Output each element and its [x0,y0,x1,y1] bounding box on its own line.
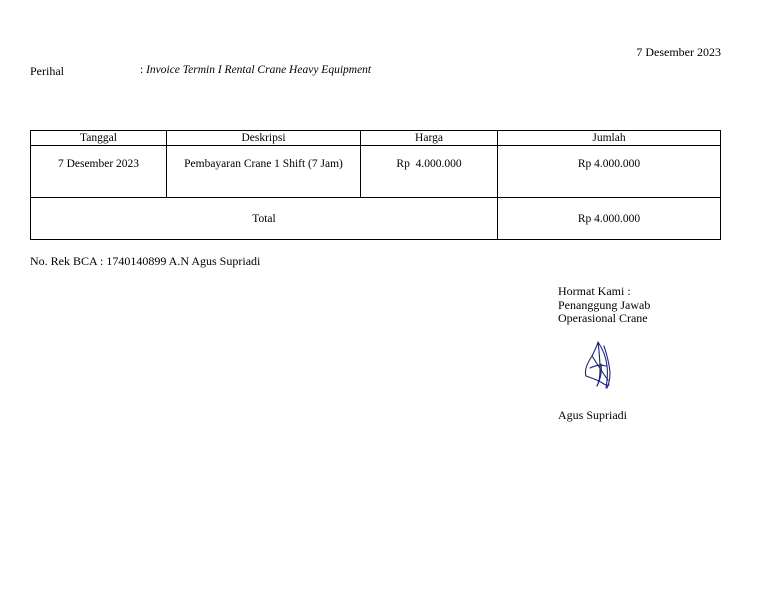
subject-label: Perihal [30,64,64,78]
document-date: 7 Desember 2023 [636,45,721,59]
subject-separator: : [140,64,147,76]
closing-role: Penanggung Jawab [558,297,651,312]
header-harga: Harga [361,131,498,146]
cell-jumlah: Rp 4.000.000 [498,146,721,198]
table-row [31,146,721,198]
closing-block [558,285,650,326]
total-value: Rp 4.000.000 [498,198,721,240]
header-jumlah: Jumlah [498,131,721,146]
invoice-table [30,130,721,240]
subject-line [140,64,371,76]
header-deskripsi: Deskripsi [167,131,361,146]
closing-department: Operasional Crane [558,311,648,325]
subject-text: Invoice Termin I Rental Crane Heavy Equipment [146,64,372,76]
header-tanggal: Tanggal [31,131,167,146]
closing-greeting: Hormat Kami : [558,284,631,298]
cell-tanggal: 7 Desember 2023 [31,146,167,198]
total-label: Total [31,198,498,240]
signer-name: Agus Supriadi [558,408,627,422]
cell-harga: Rp 4.000.000 [361,146,498,198]
bank-account-info: No. Rek BCA : 1740140899 A.N Agus Supriadi [30,254,261,268]
table-header-row [31,131,721,146]
total-row [31,198,721,240]
cell-deskripsi: Pembayaran Crane 1 Shift (7 Jam) [167,146,361,198]
signature-icon [578,336,618,392]
